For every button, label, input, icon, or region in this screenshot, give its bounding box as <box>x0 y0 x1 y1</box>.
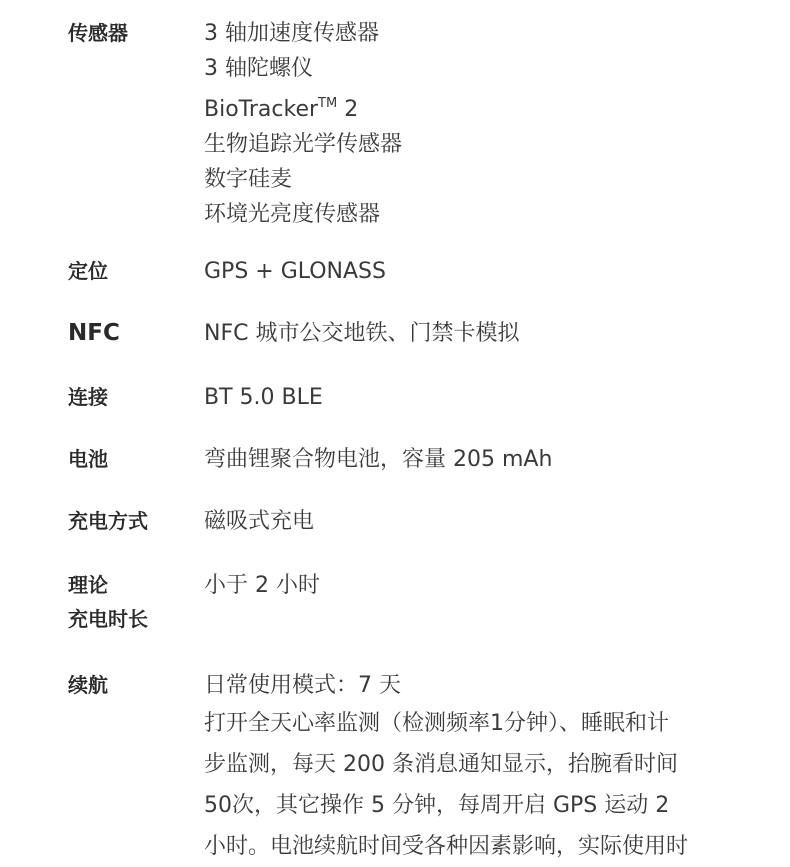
spec-value-charging-method <box>204 504 724 539</box>
nfc-text: NFC 城市公交地铁、门禁卡模拟 <box>204 321 520 346</box>
spec-value-sensor <box>204 16 724 232</box>
biotracker-name: BioTracker <box>204 97 319 122</box>
sensor-accelerometer: 3 轴加速度传感器 <box>204 21 379 46</box>
spec-value-battery <box>204 442 724 477</box>
spec-value-positioning <box>204 254 724 289</box>
battery-life-mode: 日常使用模式：7 天 <box>204 673 401 698</box>
spec-value-battery-life <box>204 668 724 867</box>
spec-value-nfc <box>204 316 724 351</box>
battery-life-description-line: 小时。电池续航时间受各种因素影响，实际使用时 <box>204 834 689 859</box>
charging-time-label-line1: 理论 <box>68 573 108 597</box>
charging-time-label-line2: 充电时长 <box>68 607 148 631</box>
connectivity-text: BT 5.0 BLE <box>204 385 323 410</box>
charging-method-text: 磁吸式充电 <box>204 509 315 534</box>
sensor-biotracker <box>204 86 724 127</box>
battery-text: 弯曲锂聚合物电池，容量 205 mAh <box>204 447 553 472</box>
spec-label-battery: 电池 <box>68 447 108 471</box>
spec-label-charging-method: 充电方式 <box>68 509 148 533</box>
trademark-mark: TM <box>318 96 338 111</box>
spec-label-charging-time <box>68 568 188 636</box>
spec-label-battery-life: 续航 <box>68 673 108 697</box>
battery-life-description-line: 50次，其它操作 5 分钟，每周开启 GPS 运动 2 <box>204 793 670 818</box>
sensor-gyroscope: 3 轴陀螺仪 <box>204 56 313 81</box>
charging-time-text: 小于 2 小时 <box>204 573 320 598</box>
spec-label-nfc: NFC <box>68 320 120 346</box>
positioning-text: GPS + GLONASS <box>204 259 386 284</box>
battery-life-description-line: 步监测，每天 200 条消息通知显示，抬腕看时间 <box>204 752 678 777</box>
spec-label-sensor: 传感器 <box>68 21 128 45</box>
sensor-optical: 生物追踪光学传感器 <box>204 132 403 157</box>
battery-life-description-line: 打开全天心率监测（检测频率1分钟）、睡眠和计 <box>204 711 669 736</box>
sensor-microphone: 数字硅麦 <box>204 167 293 192</box>
spec-label-positioning: 定位 <box>68 259 108 283</box>
spec-label-connectivity: 连接 <box>68 385 108 409</box>
sensor-ambient-light: 环境光亮度传感器 <box>204 202 381 227</box>
spec-value-charging-time <box>204 568 724 603</box>
biotracker-version: 2 <box>337 97 359 122</box>
spec-value-connectivity <box>204 380 724 415</box>
